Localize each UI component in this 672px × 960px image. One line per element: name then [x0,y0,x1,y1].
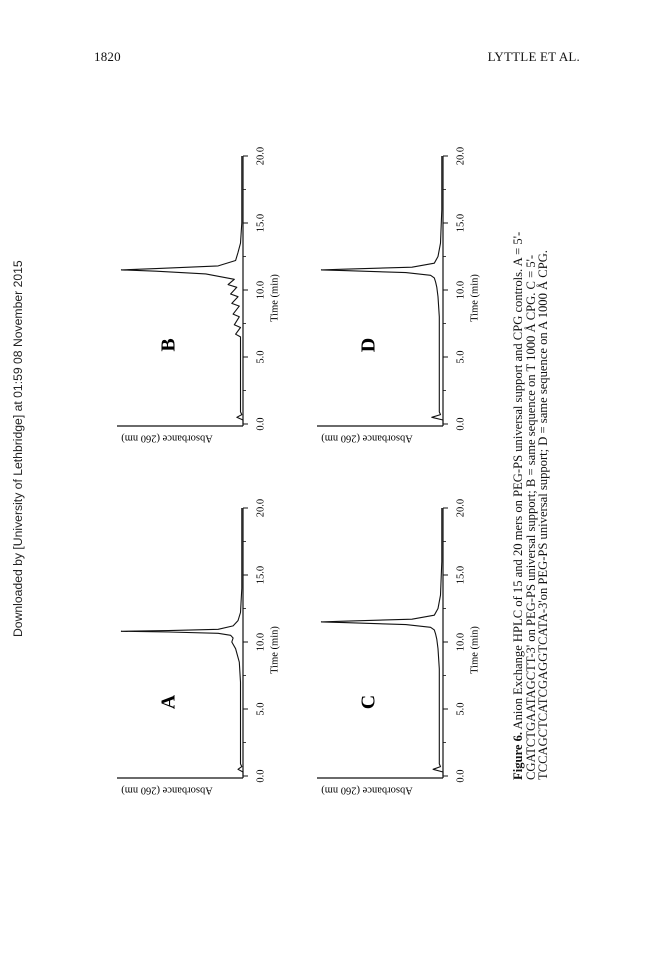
chromatogram-trace [322,508,444,776]
x-tick-label: 0.0 [255,417,267,431]
chromatogram-trace [322,156,444,424]
y-axis-label: Absorbance (260 nm) [121,432,213,444]
chromatogram-trace [122,508,244,776]
x-axis-label: Time (min) [269,274,281,322]
page-number: 1820 [94,49,121,64]
x-tick-label: 20.0 [455,498,467,518]
x-tick-label: 5.0 [455,702,467,716]
y-axis-label: Absorbance (260 nm) [121,784,213,796]
x-axis-label: Time (min) [469,626,481,674]
x-tick-label: 15.0 [255,565,267,585]
panel-letter: A [157,694,180,710]
chromatogram-panel-b [117,147,280,444]
x-tick-label: 5.0 [255,350,267,364]
panel-letter: C [357,694,380,710]
x-tick-label: 15.0 [455,213,467,233]
caption-text: Anion Exchange HPLC of 15 and 20 mers on PEG-PS universal support and CPG controls. A = 5'-CGATCTGAATAGCTT-3' on PEG-PS universal support; B = same sequence on T 1000 Å CPG. C = 5'-TCCAGCTCATCGAGGTCATA-3'on PEG-PS universal support; D = same sequence on A 1000 Å CPG. [511,231,551,780]
x-tick-label: 5.0 [255,702,267,716]
x-tick-label: 0.0 [255,769,267,783]
figure-caption [512,200,550,780]
peak-point [121,269,122,270]
peak-point [121,631,122,632]
x-tick-label: 15.0 [455,565,467,585]
chromatogram-panel-a [117,499,280,796]
x-tick-label: 15.0 [255,213,267,233]
peak-point [321,269,322,270]
x-tick-label: 20.0 [455,146,467,166]
chromatogram-panel-d [317,147,480,444]
panel-letter: D [357,337,380,353]
x-axis-label: Time (min) [269,626,281,674]
x-tick-label: 5.0 [455,350,467,364]
running-head: LYTTLE ET AL. [487,49,580,64]
y-axis-label: Absorbance (260 nm) [321,432,413,444]
x-tick-label: 10.0 [255,280,267,300]
x-tick-label: 20.0 [255,146,267,166]
x-tick-label: 20.0 [255,498,267,518]
chromatogram-trace [122,156,244,424]
y-axis-label: Absorbance (260 nm) [321,784,413,796]
figure-label: Figure 6. [511,731,525,780]
chromatogram-panel-c [317,499,480,796]
x-tick-label: 10.0 [455,632,467,652]
peak-point [321,621,322,622]
x-tick-label: 10.0 [255,632,267,652]
x-tick-label: 10.0 [455,280,467,300]
panel-letter: B [157,338,180,352]
x-axis-label: Time (min) [469,274,481,322]
x-tick-label: 0.0 [455,769,467,783]
download-watermark: Downloaded by [University of Lethbridge] at 01:59 08 November 2015 [11,260,25,637]
x-tick-label: 0.0 [455,417,467,431]
